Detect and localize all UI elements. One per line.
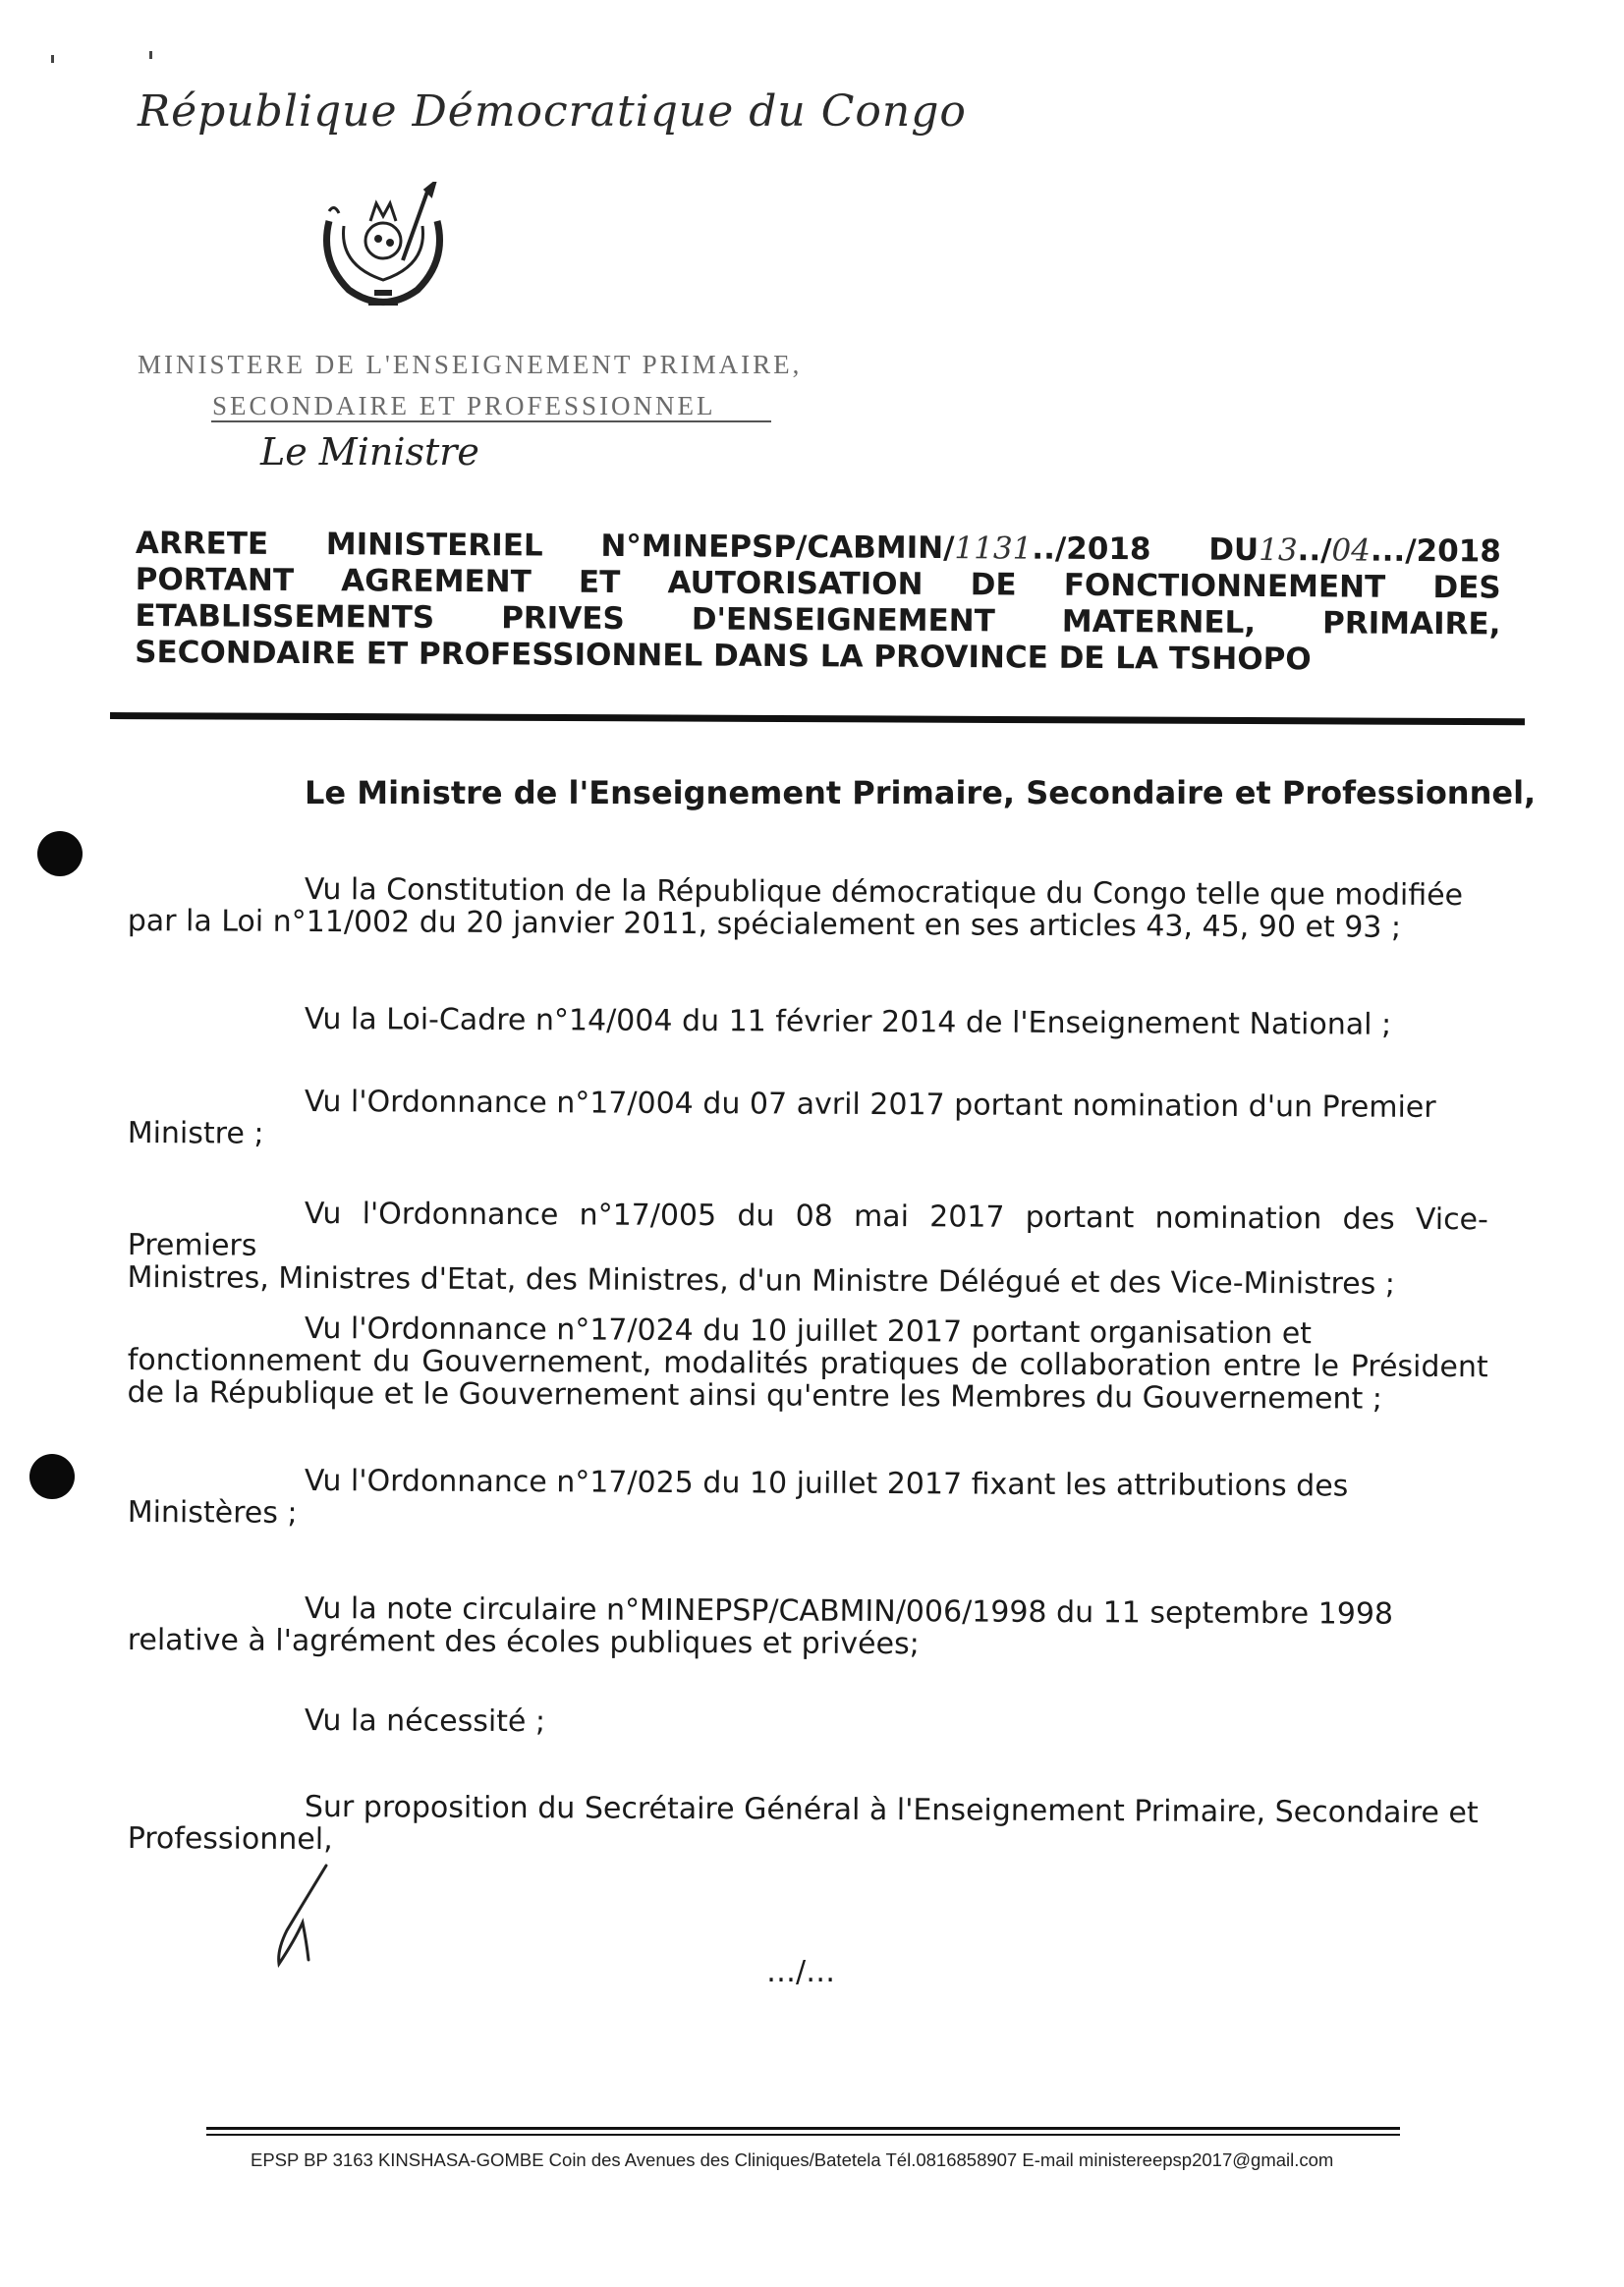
handwritten-initial — [265, 1862, 344, 1970]
decree-title-line-3: ETABLISSEMENTS PRIVES D'ENSEIGNEMENT MATERNEL, PRIMAIRE, — [135, 597, 1501, 642]
decree-day: 13 — [1259, 531, 1298, 569]
recital-paragraph: Vu la note circulaire n°MINEPSP/CABMIN/006/1998 du 11 septembre 1998 relative à l'agrément des écoles publiques et privées; — [127, 1590, 1394, 1662]
title-divider — [110, 712, 1525, 725]
recital-paragraph: Vu la Loi-Cadre n°14/004 du 11 février 2014 de l'Enseignement National ; — [304, 1001, 1392, 1042]
minister-label: Le Ministre — [260, 430, 479, 474]
decree-title-line-2: PORTANT AGREMENT ET AUTORISATION DE FONCTIONNEMENT DES — [135, 561, 1501, 606]
recital-paragraph: Vu l'Ordonnance n°17/004 du 07 avril 2017 portant nomination d'un Premier Ministre ; — [127, 1084, 1436, 1151]
page-continuation: …/… — [766, 1955, 836, 1989]
recital-paragraph: Vu l'Ordonnance n°17/025 du 10 juillet 2017 fixant les attributions des Ministères ; — [127, 1463, 1349, 1531]
ministry-line-1: MINISTERE DE L'ENSEIGNEMENT PRIMAIRE, — [138, 350, 803, 379]
scan-speck — [149, 51, 152, 59]
recital-paragraph: Sur proposition du Secrétaire Général à l'Enseignement Primaire, Secondaire et Professionnel, — [127, 1789, 1479, 1858]
minister-heading: Le Ministre de l'Enseignement Primaire, Secondaire et Professionnel, — [305, 774, 1537, 811]
recital-paragraph: Vu l'Ordonnance n°17/005 du 08 mai 2017 portant nomination des Vice-Premiers Ministres, Ministres d'Etat, des Ministres, d'un Ministre Délégué et des Vice-Ministres ; — [127, 1196, 1488, 1302]
recital-paragraph: Vu la nécessité ; — [304, 1702, 546, 1740]
coat-of-arms-emblem — [309, 182, 457, 324]
recital-paragraph: Vu la Constitution de la République démocratique du Congo telle que modifiée par la Loi n°11/002 du 20 janvier 2011, spécialement en ses articles 43, 45, 90 et 93 ; — [127, 871, 1464, 945]
recital-paragraph: Vu l'Ordonnance n°17/024 du 10 juillet 2017 portant organisation et fonctionnement du Gouvernement, modalités pratiques de collaboration entre le Président de la République et le Gouvernement ainsi qu'entre les Membres du Gouvernement ; — [127, 1311, 1488, 1417]
country-name: République Démocratique du Congo — [138, 86, 967, 137]
ministry-line-2: SECONDAIRE ET PROFESSIONNEL — [212, 391, 716, 420]
decree-title-line-1: ARRETE MINISTERIEL N°MINEPSP/CABMIN/1131../2018 DU13../04.../2018 — [135, 526, 1501, 570]
scan-speck — [51, 55, 54, 63]
ministry-underline — [211, 420, 771, 422]
decree-title-line-4: SECONDAIRE ET PROFESSIONNEL DANS LA PROVINCE DE LA TSHOPO — [135, 634, 1312, 678]
footer-contact: EPSP BP 3163 KINSHASA-GOMBE Coin des Avenues des Cliniques/Batetela Tél.0816858907 E-mail ministereepsp2017@gmail.com — [251, 2149, 1334, 2170]
ministry-name — [138, 344, 802, 426]
punch-hole-mark — [29, 1454, 75, 1499]
decree-number: 1131 — [954, 530, 1033, 567]
punch-hole-mark — [37, 831, 83, 876]
decree-title — [135, 526, 1501, 679]
footer-rule — [206, 2134, 1400, 2136]
decree-month: 04 — [1331, 532, 1372, 569]
footer-rule — [206, 2127, 1400, 2130]
